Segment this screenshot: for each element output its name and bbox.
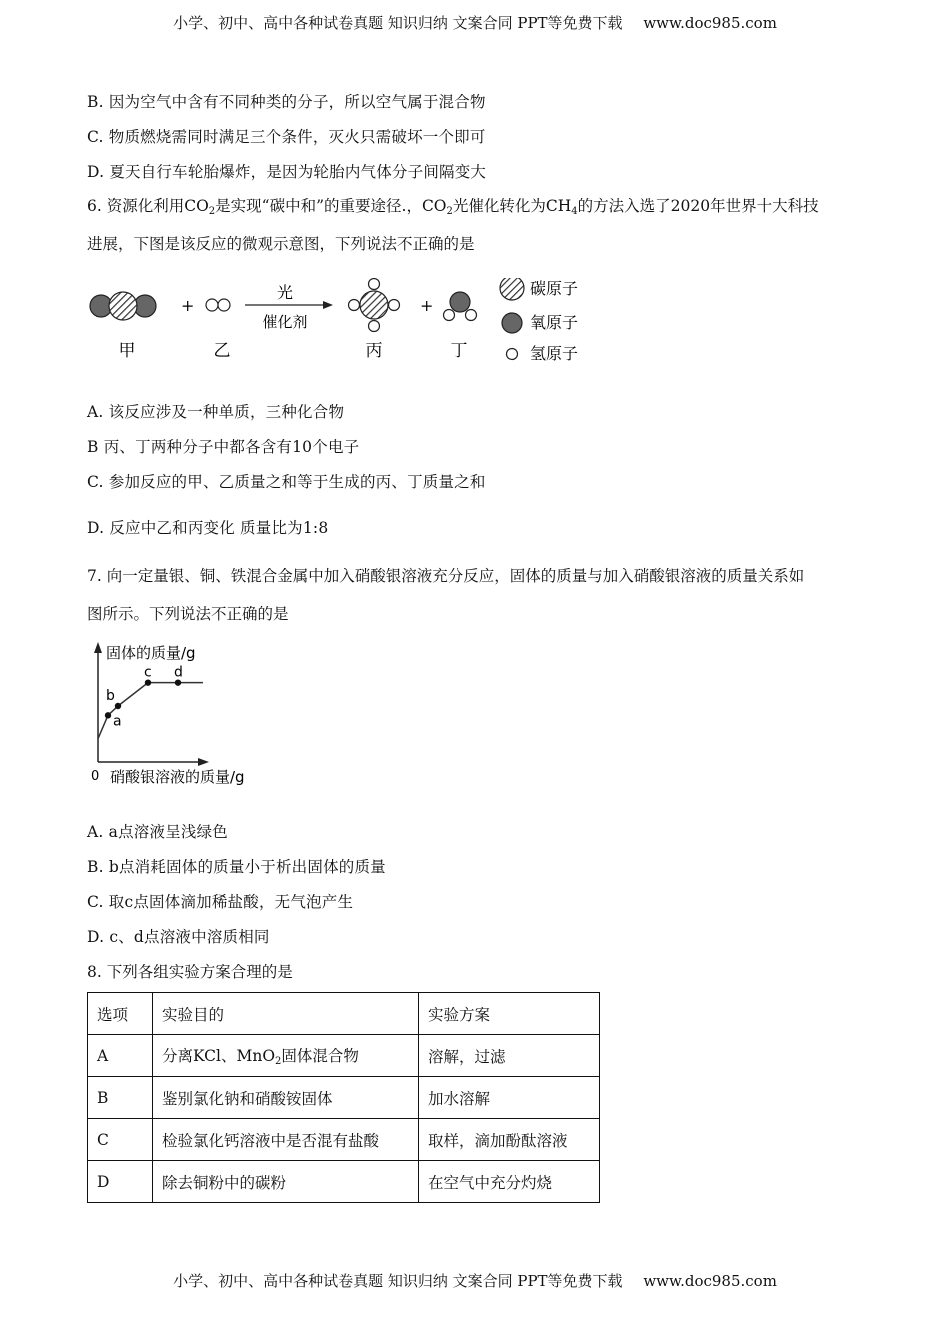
cell-plan: 取样，滴加酚酞溶液 bbox=[419, 1119, 600, 1161]
cell-purpose: 检验氯化钙溶液中是否混有盐酸 bbox=[153, 1119, 419, 1161]
point-b bbox=[115, 703, 121, 709]
q7-option-b: B. b点消耗固体的质量小于析出固体的质量 bbox=[87, 858, 386, 876]
legend bbox=[500, 278, 578, 363]
table-row bbox=[88, 1035, 600, 1077]
mass-graph bbox=[88, 640, 288, 790]
arrow-condition-light: 光 bbox=[276, 283, 294, 302]
label-jia: 甲 bbox=[118, 341, 136, 361]
header-tagline: 小学、初中、高中各种试卷真题 知识归纳 文案合同 PPT等免费下载 bbox=[173, 14, 623, 32]
cell-purpose: 除去铜粉中的碳粉 bbox=[153, 1161, 419, 1203]
label-ding: 丁 bbox=[450, 341, 468, 361]
q7-stem-line2: 图所示。下列说法不正确的是 bbox=[87, 605, 289, 623]
q8-stem: 8. 下列各组实验方案合理的是 bbox=[87, 963, 293, 981]
cell-plan: 溶解，过滤 bbox=[419, 1035, 600, 1077]
q7-option-c: C. 取c点固体滴加稀盐酸，无气泡产生 bbox=[87, 893, 354, 911]
cell-plan: 在空气中充分灼烧 bbox=[419, 1161, 600, 1203]
x-axis bbox=[98, 758, 209, 766]
q7-option-d: D. c、d点溶液中溶质相同 bbox=[87, 928, 270, 946]
point-label-c: c bbox=[144, 664, 152, 681]
cell-option: B bbox=[88, 1077, 153, 1119]
reaction-diagram bbox=[85, 278, 605, 366]
table-row bbox=[88, 1161, 600, 1203]
table-row bbox=[88, 1077, 600, 1119]
q6-option-c: C. 参加反应的甲、乙质量之和等于生成的丙、丁质量之和 bbox=[87, 473, 486, 491]
cell-purpose: 分离KCl、MnO$_2$固体混合物 bbox=[153, 1035, 419, 1077]
cell-option: D bbox=[88, 1161, 153, 1203]
header-plan: 实验方案 bbox=[419, 993, 600, 1035]
q6-stem-line1: 6. 资源化利用$CO_2$是实现“碳中和”的重要途径.，$CO_2$光催化转化为$CH_4$的方法入选了2020年世界十大科技 bbox=[87, 197, 819, 217]
molecule-ding-h2o bbox=[444, 292, 477, 321]
header-purpose: 实验目的 bbox=[153, 993, 419, 1035]
header-option: 选项 bbox=[88, 993, 153, 1035]
point-label-d: d bbox=[174, 664, 183, 681]
cell-purpose: 鉴别氯化钠和硝酸铵固体 bbox=[153, 1077, 419, 1119]
cell-plan: 加水溶解 bbox=[419, 1077, 600, 1119]
footer-site[interactable]: www.doc985.com bbox=[643, 1272, 777, 1290]
y-axis bbox=[94, 642, 102, 762]
q6-option-b: B 丙、丁两种分子中都各含有10个电子 bbox=[87, 438, 360, 456]
table-row bbox=[88, 1119, 600, 1161]
plus-sign-1: + bbox=[181, 296, 195, 315]
legend-hydrogen: 氢原子 bbox=[530, 344, 579, 363]
q5-option-c: C. 物质燃烧需同时满足三个条件，灭火只需破坏一个即可 bbox=[87, 128, 486, 146]
x-axis-label: 硝酸银溶液的质量/g bbox=[110, 768, 245, 786]
q6-option-a: A. 该反应涉及一种单质，三种化合物 bbox=[87, 403, 345, 421]
label-yi: 乙 bbox=[213, 341, 231, 361]
q7-stem-line1: 7. 向一定量银、铜、铁混合金属中加入硝酸银溶液充分反应，固体的质量与加入硝酸银溶液的质量关系如 bbox=[87, 567, 805, 585]
cell-option: C bbox=[88, 1119, 153, 1161]
origin-label: 0 bbox=[91, 769, 100, 784]
point-a bbox=[105, 712, 111, 718]
label-bing: 丙 bbox=[365, 341, 383, 361]
legend-oxygen: 氧原子 bbox=[530, 313, 579, 332]
molecule-jia-co2 bbox=[90, 292, 156, 320]
q5-option-b: B. 因为空气中含有不同种类的分子，所以空气属于混合物 bbox=[87, 93, 486, 111]
point-label-a: a bbox=[113, 713, 122, 730]
legend-carbon: 碳原子 bbox=[530, 279, 579, 298]
q5-option-d: D. 夏天自行车轮胎爆炸，是因为轮胎内气体分子间隔变大 bbox=[87, 163, 487, 181]
page-header bbox=[0, 12, 950, 33]
arrow-condition-catalyst: 催化剂 bbox=[262, 313, 308, 331]
legend-oxygen-icon bbox=[502, 313, 522, 333]
q6-option-d: D. 反应中乙和丙变化 质量比为1:8 bbox=[87, 519, 329, 537]
footer-tagline: 小学、初中、高中各种试卷真题 知识归纳 文案合同 PPT等免费下载 bbox=[173, 1272, 623, 1290]
q8-table bbox=[87, 992, 600, 1203]
legend-carbon-icon bbox=[500, 278, 524, 300]
reaction-arrow bbox=[245, 301, 333, 309]
point-label-b: b bbox=[106, 688, 115, 704]
q7-option-a: A. a点溶液呈浅绿色 bbox=[87, 823, 228, 841]
cell-option: A bbox=[88, 1035, 153, 1077]
q6-stem-line2: 进展，下图是该反应的微观示意图，下列说法不正确的是 bbox=[87, 235, 475, 253]
legend-hydrogen-icon bbox=[507, 349, 518, 360]
page-footer bbox=[0, 1270, 950, 1291]
table-header-row bbox=[88, 993, 600, 1035]
molecule-bing-ch4 bbox=[349, 279, 400, 332]
y-axis-label: 固体的质量/g bbox=[106, 644, 196, 662]
header-site[interactable]: www.doc985.com bbox=[643, 14, 777, 32]
molecule-yi-h2 bbox=[206, 299, 230, 311]
plus-sign-2: + bbox=[420, 296, 434, 315]
